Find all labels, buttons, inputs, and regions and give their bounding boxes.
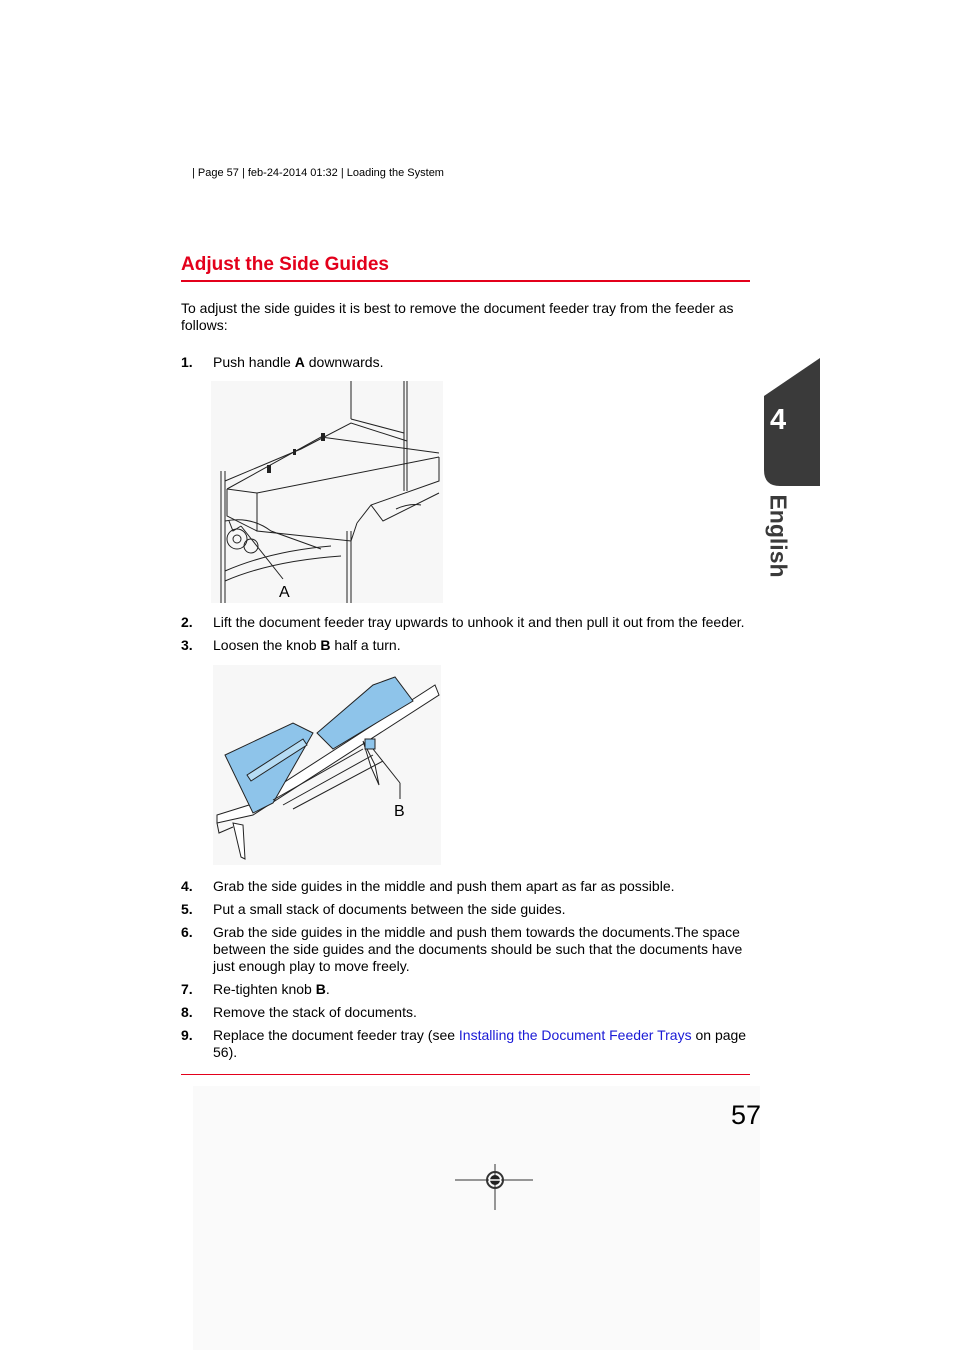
- step-7: [181, 981, 751, 998]
- step-4: [181, 878, 751, 895]
- step-number: 7.: [181, 981, 193, 997]
- step-number: 9.: [181, 1027, 193, 1043]
- feeder-handle-illustration: [211, 381, 443, 603]
- step-1: [181, 354, 751, 371]
- step-8: [181, 1004, 751, 1021]
- step-9: [181, 1027, 751, 1061]
- registration-mark-icon: [455, 1160, 535, 1210]
- chapter-number: 4: [770, 404, 787, 436]
- step-text: Loosen the knob B half a turn.: [213, 637, 401, 653]
- step-text: Put a small stack of documents between the side guides.: [213, 901, 566, 917]
- title-divider: [181, 280, 750, 282]
- step-5: [181, 901, 751, 918]
- figure-label-a: A: [279, 584, 290, 601]
- page-number: 57: [731, 1100, 762, 1130]
- language-label: English: [765, 494, 792, 578]
- step-text: Re-tighten knob B.: [213, 981, 330, 997]
- bottom-divider: [181, 1074, 750, 1075]
- step-2: [181, 614, 751, 631]
- running-header: | Page 57 | feb-24-2014 01:32 | Loading the System: [192, 167, 444, 179]
- step-number: 2.: [181, 614, 193, 630]
- step-number: 6.: [181, 924, 193, 940]
- step-3: [181, 637, 751, 654]
- step-text: Push handle A downwards.: [213, 354, 384, 370]
- section-title: Adjust the Side Guides: [181, 254, 389, 275]
- step-number: 4.: [181, 878, 193, 894]
- page-background-shade: [193, 1086, 760, 1350]
- step-text: Grab the side guides in the middle and push them towards the documents.The space between the side guides and the documents should be such that the documents have just enough play to move freely.: [213, 924, 743, 974]
- side-guides-illustration: [213, 665, 441, 865]
- step-text: Replace the document feeder tray (see Installing the Document Feeder Trays on page 56).: [213, 1027, 747, 1060]
- intro-paragraph: To adjust the side guides it is best to remove the document feeder tray from the feeder as follows:: [181, 300, 734, 333]
- step-6: [181, 924, 751, 975]
- step-text: Lift the document feeder tray upwards to unhook it and then pull it out from the feeder.: [213, 614, 745, 630]
- step-number: 3.: [181, 637, 193, 653]
- step-text: Grab the side guides in the middle and push them apart as far as possible.: [213, 878, 675, 894]
- step-text: Remove the stack of documents.: [213, 1004, 417, 1020]
- step-number: 1.: [181, 354, 193, 370]
- step-number: 5.: [181, 901, 193, 917]
- installing-feeder-trays-link[interactable]: Installing the Document Feeder Trays: [458, 1027, 692, 1043]
- step-number: 8.: [181, 1004, 193, 1020]
- figure-label-b: B: [394, 803, 405, 820]
